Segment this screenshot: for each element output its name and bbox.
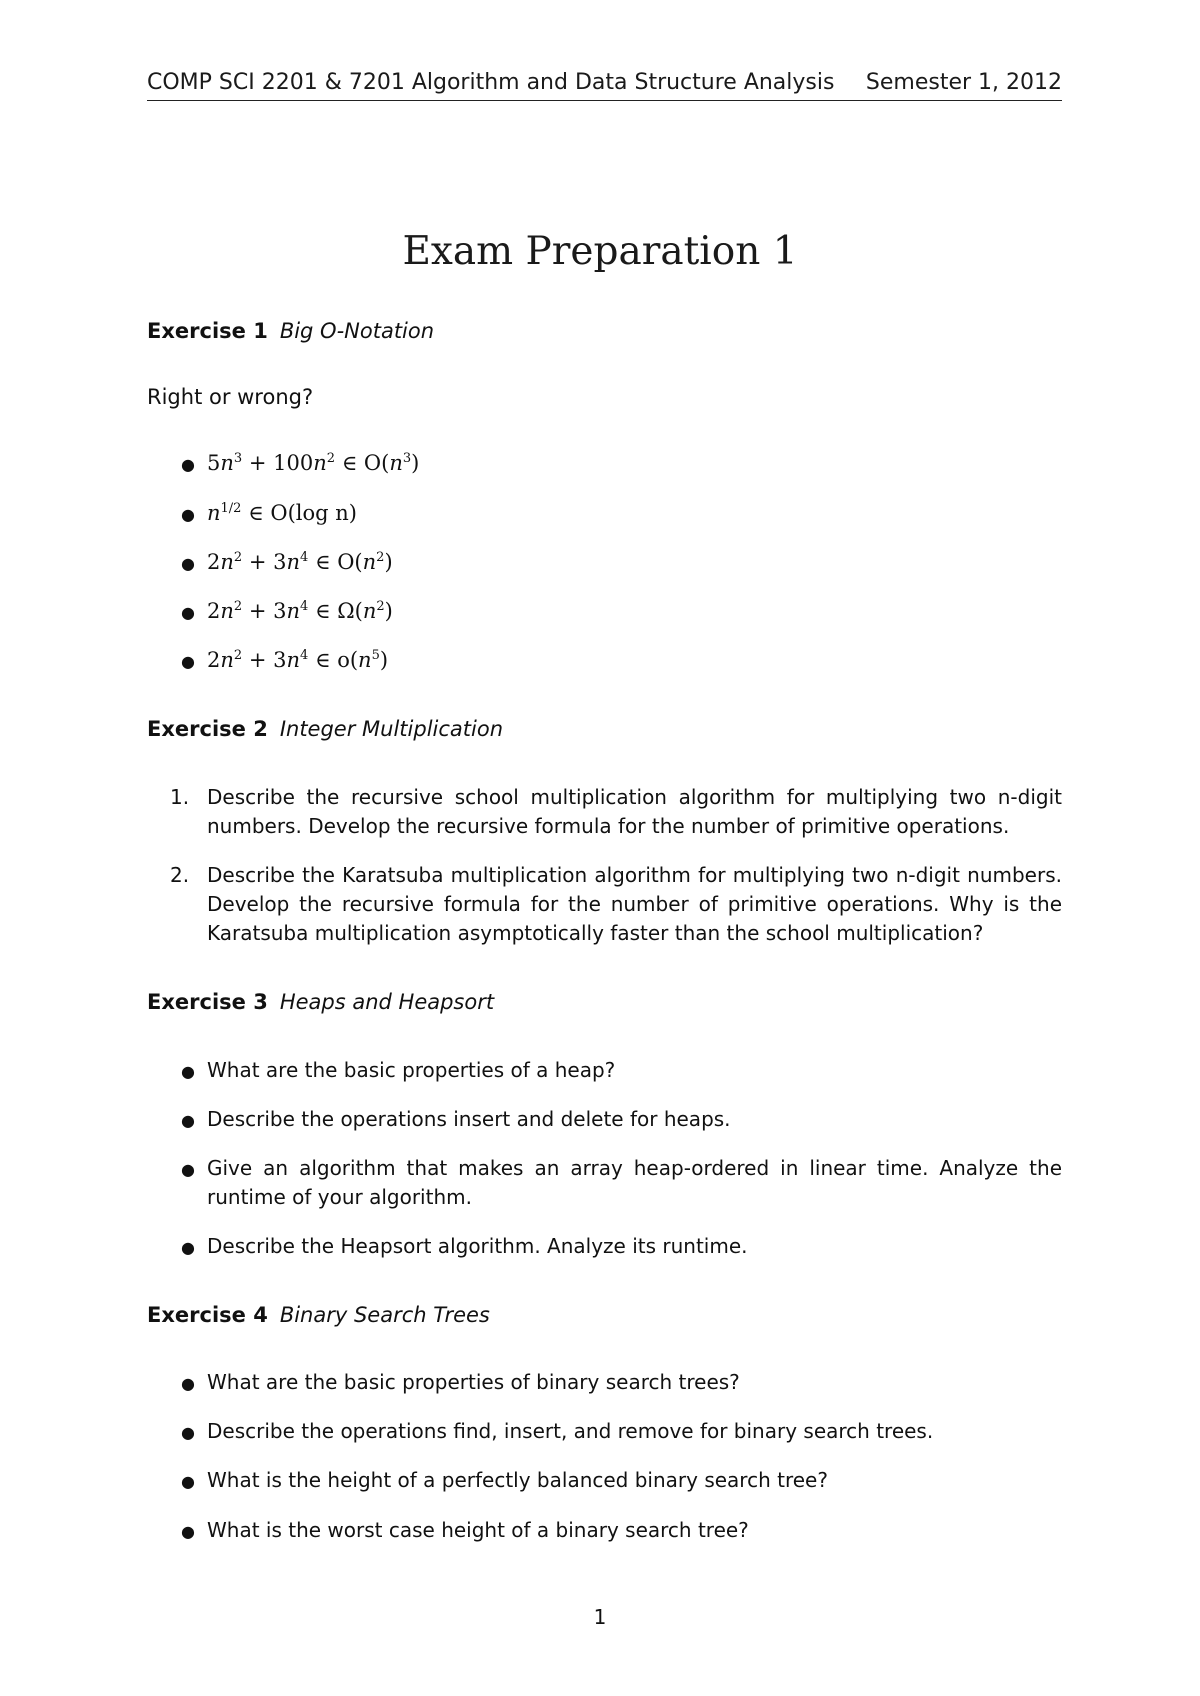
list-item: Give an algorithm that makes an array heap-ordered in linear time. Analyze the runtime of your algorithm. [207,1156,1062,1209]
list-item: What is the height of a perfectly balanced binary search tree? [207,1468,828,1492]
header-course: COMP SCI 2201 & 7201 Algorithm and Data Structure Analysis [147,70,835,95]
bullet-marker: ● [181,1111,195,1130]
running-header [147,70,1062,101]
page-title: Exam Preparation 1 [402,229,798,274]
list-number: 2. [170,863,190,887]
exercise-4-heading [147,1302,490,1328]
bullet-marker: ● [181,1160,195,1179]
exercise-subtitle: Binary Search Trees [279,1303,490,1327]
list-number: 1. [170,785,190,809]
exercise-2-heading [147,716,503,742]
bullet-marker: ● [181,1472,195,1491]
exercise-label: Exercise 3 [147,990,268,1014]
exercise-label: Exercise 1 [147,319,268,343]
list-item: Describe the Heapsort algorithm. Analyze its runtime. [207,1234,748,1258]
bullet-marker: ● [181,1423,195,1442]
page-number: 1 [593,1605,607,1629]
list-item: What are the basic properties of a heap? [207,1058,616,1082]
math-item-3: $2n^2 + 3n^4$ ∈ $O(n^2)$ [207,550,393,574]
list-item: Describe the operations find, insert, and remove for binary search trees. [207,1419,934,1443]
exercise-3-heading [147,989,494,1015]
exercise-label: Exercise 4 [147,1303,268,1327]
math-item-2: $n^{1/2}$ ∈ O(log n) [207,501,357,525]
list-item: What is the worst case height of a binary search tree? [207,1518,749,1542]
header-semester: Semester 1, 2012 [865,70,1062,95]
bullet-marker: ● [181,1374,195,1393]
bullet-marker: ● [181,1238,195,1257]
bullet-marker: ● [181,1062,195,1081]
exercise-1-heading [147,318,434,344]
bullet-marker: ● [181,554,195,573]
bullet-marker: ● [181,652,195,671]
math-item-5: $2n^2 + 3n^4$ ∈ $o(n^5)$ [207,648,389,672]
list-item: Describe the Karatsuba multiplication algorithm for multiplying two n-digit numbers. Develop the recursive formula for the number of primitive operations. Why is the Karatsuba multiplication asymptotically faster than the school multiplication? [207,863,1062,945]
list-item: What are the basic properties of binary search trees? [207,1370,740,1394]
exercise-subtitle: Heaps and Heapsort [279,990,495,1014]
list-item: Describe the operations insert and delete for heaps. [207,1107,731,1131]
bullet-marker: ● [181,505,195,524]
math-item-1: $5n^3 + 100n^2$ ∈ $O(n^3)$ [207,451,420,475]
list-item: Describe the recursive school multiplication algorithm for multiplying two n-digit numbers. Develop the recursive formula for the number of primitive operations. [207,785,1062,838]
exercise-1-intro: Right or wrong? [147,385,314,409]
exercise-subtitle: Integer Multiplication [279,717,503,741]
bullet-marker: ● [181,1522,195,1541]
math-item-4: $2n^2 + 3n^4$ ∈ $\Omega(n^2)$ [207,599,393,623]
exercise-label: Exercise 2 [147,717,268,741]
bullet-marker: ● [181,603,195,622]
bullet-marker: ● [181,455,195,474]
exercise-subtitle: Big O-Notation [279,319,435,343]
